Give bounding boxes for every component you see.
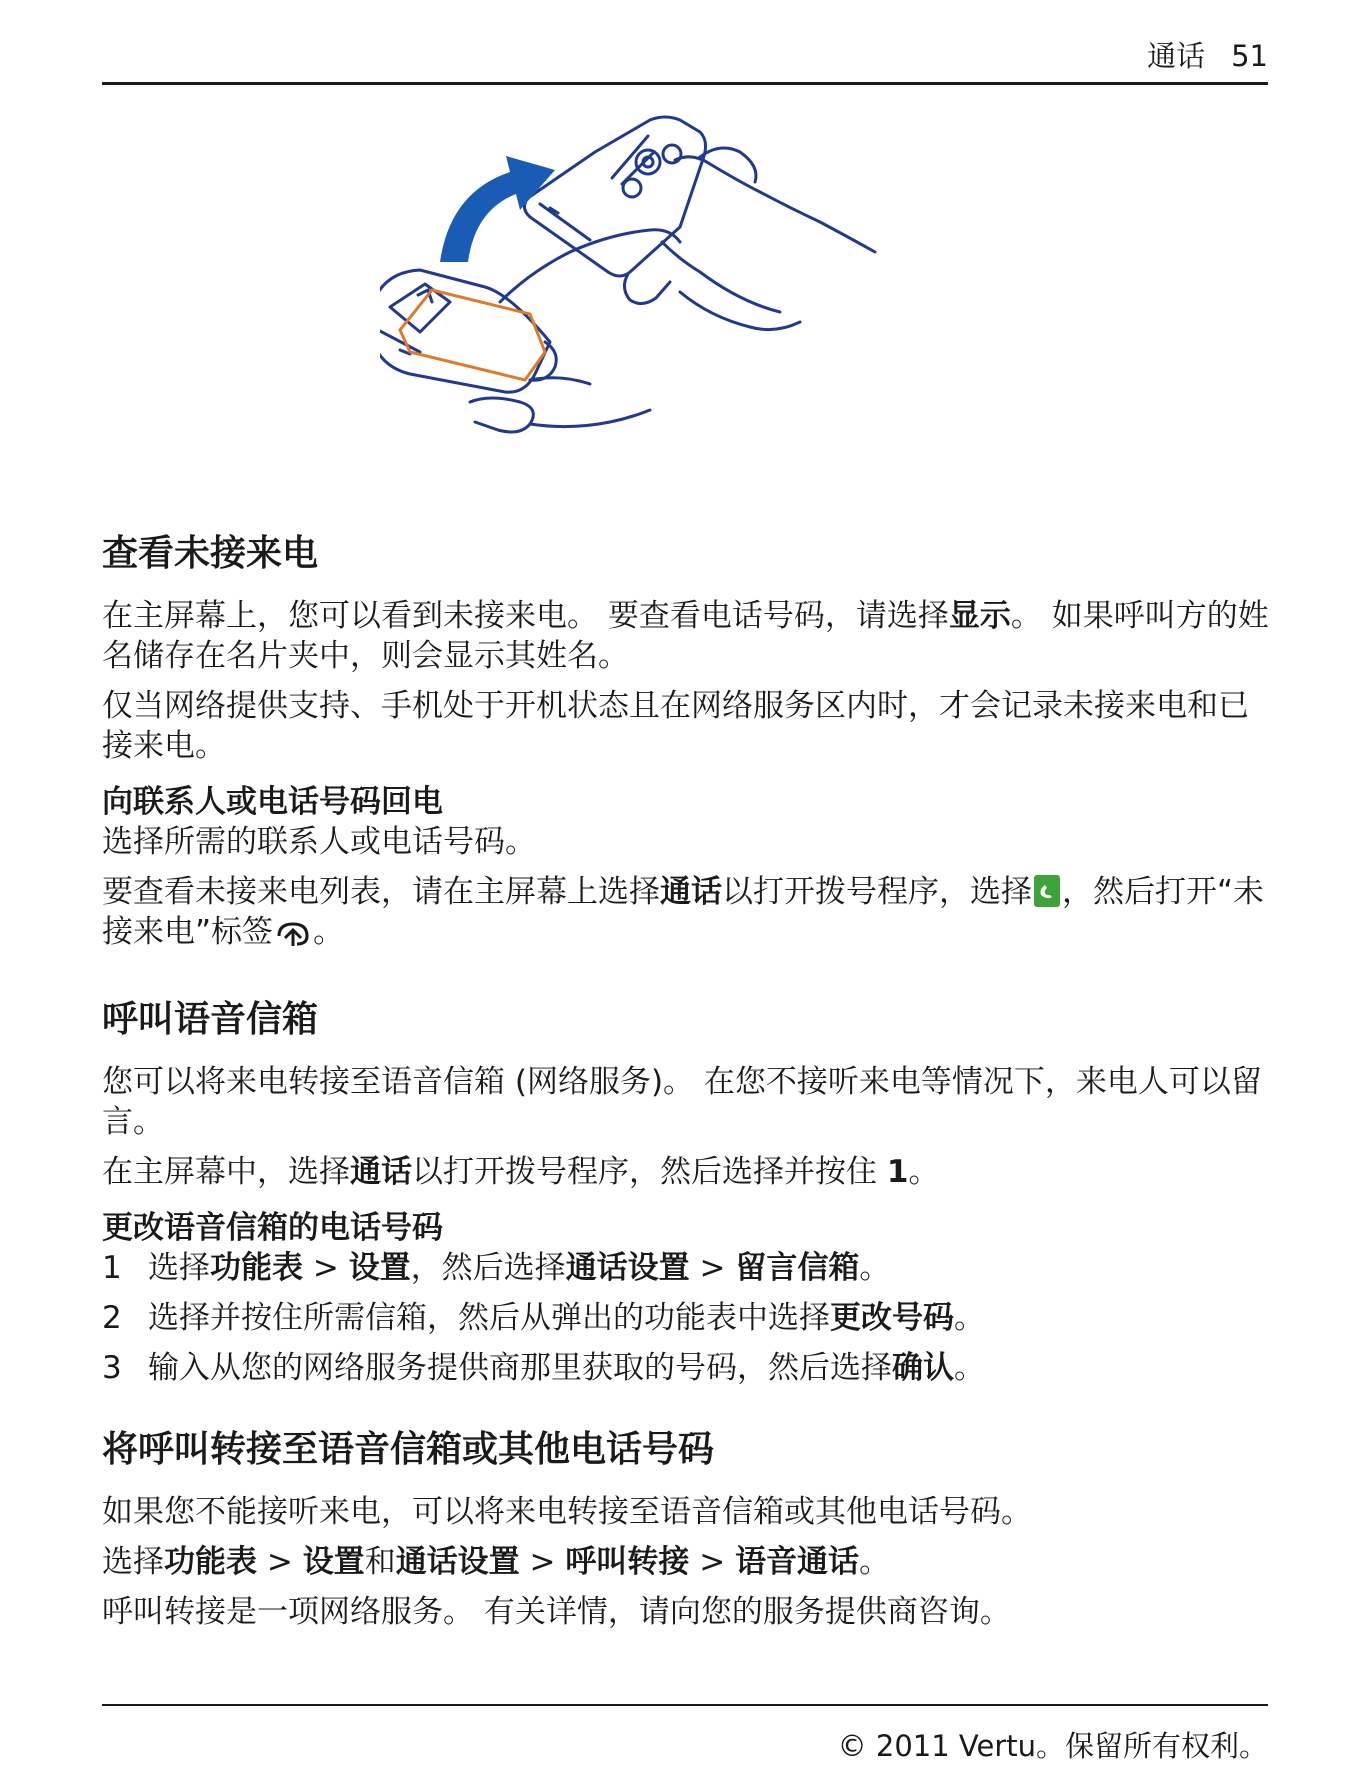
paragraph: 如果您不能接听来电，可以将来电转接至语音信箱或其他电话号码。	[102, 1494, 1032, 1530]
paragraph: 呼叫转接是一项网络服务。 有关详情，请向您的服务提供商咨询。	[102, 1594, 1011, 1630]
steps-list	[102, 1248, 1274, 1388]
page-content	[102, 532, 1274, 1672]
list-item: 1 选择功能表 > 设置，然后选择通话设置 > 留言信箱。	[102, 1250, 891, 1286]
menu-option: 显示	[948, 598, 1011, 634]
list-item: 3 输入从您的网络服务提供商那里获取的号码，然后选择确认。	[102, 1350, 985, 1386]
subsection-title: 向联系人或电话号码回电	[102, 784, 443, 820]
section-call-forwarding	[102, 1428, 1274, 1632]
page-header	[102, 30, 1268, 85]
header-section-title: 通话	[1147, 39, 1206, 73]
menu-option: 通话	[660, 874, 722, 910]
section-voicemail	[102, 998, 1274, 1388]
header-page-number: 51	[1231, 39, 1268, 73]
section-title: 呼叫语音信箱	[102, 999, 319, 1040]
section-missed-calls	[102, 532, 1274, 958]
page-footer	[102, 1704, 1268, 1763]
list-item: 2 选择并按住所需信箱，然后从弹出的功能表中选择更改号码。	[102, 1300, 985, 1336]
section-title: 将呼叫转接至语音信箱或其他电话号码	[102, 1429, 715, 1470]
paragraph: 仅当网络提供支持、手机处于开机状态且在网络服务区内时，才会记录未接来电和已接来电。	[102, 688, 1249, 764]
call-key-icon	[1034, 875, 1060, 907]
paragraph: 选择所需的联系人或电话号码。	[102, 824, 536, 860]
missed-calls-tab-icon	[275, 916, 311, 958]
key-label: 1	[886, 1154, 909, 1190]
paragraph: 选择功能表 > 设置和通话设置 > 呼叫转接 > 语音通话。	[102, 1544, 891, 1580]
paragraph: 在主屏幕上，您可以看到未接来电。 要查看电话号码，请选择显示。 如果呼叫方的姓名储存在名片夹中，则会显示其姓名。	[102, 598, 1269, 674]
turn-phone-illustration	[380, 112, 1000, 512]
paragraph: 要查看未接来电列表，请在主屏幕上选择通话以打开拨号程序，选择 ，然后打开“未接来电”标签 。	[102, 872, 1274, 958]
paragraph: 在主屏幕中，选择通话以打开拨号程序，然后选择并按住 1。	[102, 1154, 940, 1190]
subsection-title: 更改语音信箱的电话号码	[102, 1210, 443, 1246]
copyright-text: © 2011 Vertu。保留所有权利。	[837, 1729, 1268, 1763]
menu-option: 通话	[350, 1154, 412, 1190]
paragraph: 您可以将来电转接至语音信箱 (网络服务)。 在您不接听来电等情况下，来电人可以留言。	[102, 1064, 1262, 1140]
section-title: 查看未接来电	[102, 533, 319, 574]
